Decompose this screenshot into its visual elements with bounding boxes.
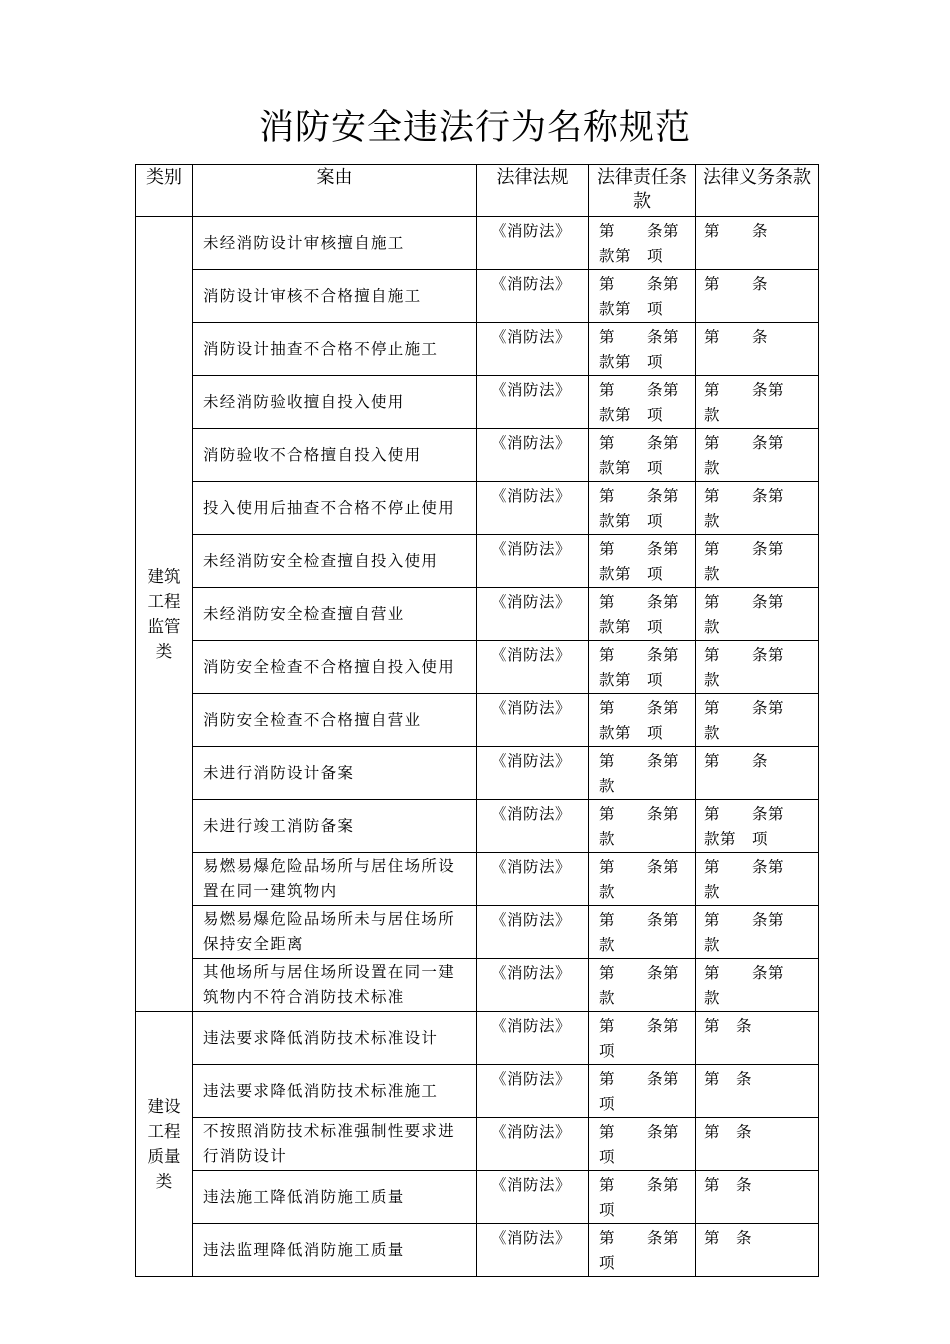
duty-cell: 第 条第 款 [696, 959, 819, 1012]
cause-cell: 不按照消防技术标准强制性要求进行消防设计 [193, 1118, 477, 1171]
header-cause: 案由 [193, 165, 477, 217]
responsibility-cell: 第 条第 款第 项 [589, 694, 696, 747]
responsibility-cell: 第 条第 款第 项 [589, 429, 696, 482]
duty-cell: 第 条第 款 [696, 853, 819, 906]
header-duty: 法律义务条款 [696, 165, 819, 217]
responsibility-cell: 第 条第 项 [589, 1224, 696, 1277]
responsibility-cell: 第 条第 款第 项 [589, 535, 696, 588]
law-cell: 《消防法》 [477, 535, 589, 588]
cause-cell: 易燃易爆危险品场所未与居住场所保持安全距离 [193, 906, 477, 959]
cause-cell: 违法监理降低消防施工质量 [193, 1224, 477, 1277]
table-row [136, 429, 819, 482]
table-row [136, 959, 819, 1012]
duty-cell: 第 条第 款第 项 [696, 800, 819, 853]
responsibility-cell: 第 条第 款 [589, 959, 696, 1012]
responsibility-cell: 第 条第 款 [589, 906, 696, 959]
table-row [136, 1118, 819, 1171]
responsibility-cell: 第 条第 款第 项 [589, 376, 696, 429]
duty-cell: 第 条 [696, 217, 819, 270]
duty-cell: 第 条第 款 [696, 588, 819, 641]
table-row [136, 1171, 819, 1224]
law-cell: 《消防法》 [477, 1118, 589, 1171]
law-cell: 《消防法》 [477, 217, 589, 270]
cause-cell: 未经消防验收擅自投入使用 [193, 376, 477, 429]
law-cell: 《消防法》 [477, 694, 589, 747]
document-title: 消防安全违法行为名称规范 [258, 108, 691, 148]
duty-cell: 第 条第 款 [696, 429, 819, 482]
duty-cell: 第 条第 款 [696, 535, 819, 588]
cause-cell: 其他场所与居住场所设置在同一建筑物内不符合消防技术标准 [193, 959, 477, 1012]
table-row [136, 800, 819, 853]
duty-cell: 第 条第 款 [696, 376, 819, 429]
table-row [136, 270, 819, 323]
cause-cell: 消防设计抽查不合格不停止施工 [193, 323, 477, 376]
cause-cell: 消防安全检查不合格擅自投入使用 [193, 641, 477, 694]
header-category: 类别 [136, 165, 193, 217]
law-cell: 《消防法》 [477, 323, 589, 376]
table-row [136, 323, 819, 376]
law-cell: 《消防法》 [477, 747, 589, 800]
responsibility-cell: 第 条第 项 [589, 1171, 696, 1224]
cause-cell: 未进行消防设计备案 [193, 747, 477, 800]
table-header-row [136, 165, 819, 217]
law-cell: 《消防法》 [477, 853, 589, 906]
table-body [136, 217, 819, 1277]
duty-cell: 第 条 [696, 1224, 819, 1277]
cause-cell: 未进行竣工消防备案 [193, 800, 477, 853]
duty-cell: 第 条第 款 [696, 641, 819, 694]
responsibility-cell: 第 条第 项 [589, 1118, 696, 1171]
cause-cell: 违法要求降低消防技术标准施工 [193, 1065, 477, 1118]
cause-cell: 消防安全检查不合格擅自营业 [193, 694, 477, 747]
table-row [136, 217, 819, 270]
law-cell: 《消防法》 [477, 376, 589, 429]
duty-cell: 第 条 [696, 1012, 819, 1065]
table-row [136, 641, 819, 694]
responsibility-cell: 第 条第 款第 项 [589, 217, 696, 270]
law-cell: 《消防法》 [477, 1224, 589, 1277]
cause-cell: 违法施工降低消防施工质量 [193, 1171, 477, 1224]
duty-cell: 第 条第 款 [696, 694, 819, 747]
category-label: 建设工程质量类 [147, 1097, 181, 1191]
table-row [136, 376, 819, 429]
category-cell [136, 1012, 193, 1277]
responsibility-cell: 第 条第 项 [589, 1065, 696, 1118]
law-cell: 《消防法》 [477, 1065, 589, 1118]
category-label: 建筑工程监管类 [147, 567, 181, 661]
table-row [136, 747, 819, 800]
table-row [136, 853, 819, 906]
cause-cell: 未经消防设计审核擅自施工 [193, 217, 477, 270]
duty-cell: 第 条第 款 [696, 482, 819, 535]
responsibility-cell: 第 条第 款第 项 [589, 482, 696, 535]
table-row [136, 535, 819, 588]
cause-cell: 违法要求降低消防技术标准设计 [193, 1012, 477, 1065]
table-row [136, 694, 819, 747]
table-row [136, 1065, 819, 1118]
table-row [136, 1224, 819, 1277]
law-cell: 《消防法》 [477, 906, 589, 959]
duty-cell: 第 条第 款 [696, 906, 819, 959]
cause-cell: 消防设计审核不合格擅自施工 [193, 270, 477, 323]
law-cell: 《消防法》 [477, 1171, 589, 1224]
law-cell: 《消防法》 [477, 588, 589, 641]
header-law: 法律法规 [477, 165, 589, 217]
duty-cell: 第 条 [696, 747, 819, 800]
responsibility-cell: 第 条第 款第 项 [589, 641, 696, 694]
responsibility-cell: 第 条第 款第 项 [589, 270, 696, 323]
responsibility-cell: 第 条第 款 [589, 800, 696, 853]
duty-cell: 第 条 [696, 270, 819, 323]
duty-cell: 第 条 [696, 323, 819, 376]
category-cell [136, 217, 193, 1012]
law-cell: 《消防法》 [477, 800, 589, 853]
law-cell: 《消防法》 [477, 270, 589, 323]
responsibility-cell: 第 条第 款 [589, 853, 696, 906]
table-row [136, 906, 819, 959]
law-cell: 《消防法》 [477, 1012, 589, 1065]
header-responsibility: 法律责任条款 [589, 165, 696, 217]
cause-cell: 投入使用后抽查不合格不停止使用 [193, 482, 477, 535]
cause-cell: 未经消防安全检查擅自投入使用 [193, 535, 477, 588]
duty-cell: 第 条 [696, 1065, 819, 1118]
responsibility-cell: 第 条第 项 [589, 1012, 696, 1065]
cause-cell: 消防验收不合格擅自投入使用 [193, 429, 477, 482]
responsibility-cell: 第 条第 款第 项 [589, 323, 696, 376]
law-cell: 《消防法》 [477, 482, 589, 535]
cause-cell: 易燃易爆危险品场所与居住场所设置在同一建筑物内 [193, 853, 477, 906]
law-cell: 《消防法》 [477, 429, 589, 482]
responsibility-cell: 第 条第 款 [589, 747, 696, 800]
cause-cell: 未经消防安全检查擅自营业 [193, 588, 477, 641]
table-row [136, 1012, 819, 1065]
duty-cell: 第 条 [696, 1171, 819, 1224]
responsibility-cell: 第 条第 款第 项 [589, 588, 696, 641]
table-row [136, 588, 819, 641]
law-cell: 《消防法》 [477, 959, 589, 1012]
table-row [136, 482, 819, 535]
duty-cell: 第 条 [696, 1118, 819, 1171]
violations-table [135, 164, 819, 1277]
law-cell: 《消防法》 [477, 641, 589, 694]
